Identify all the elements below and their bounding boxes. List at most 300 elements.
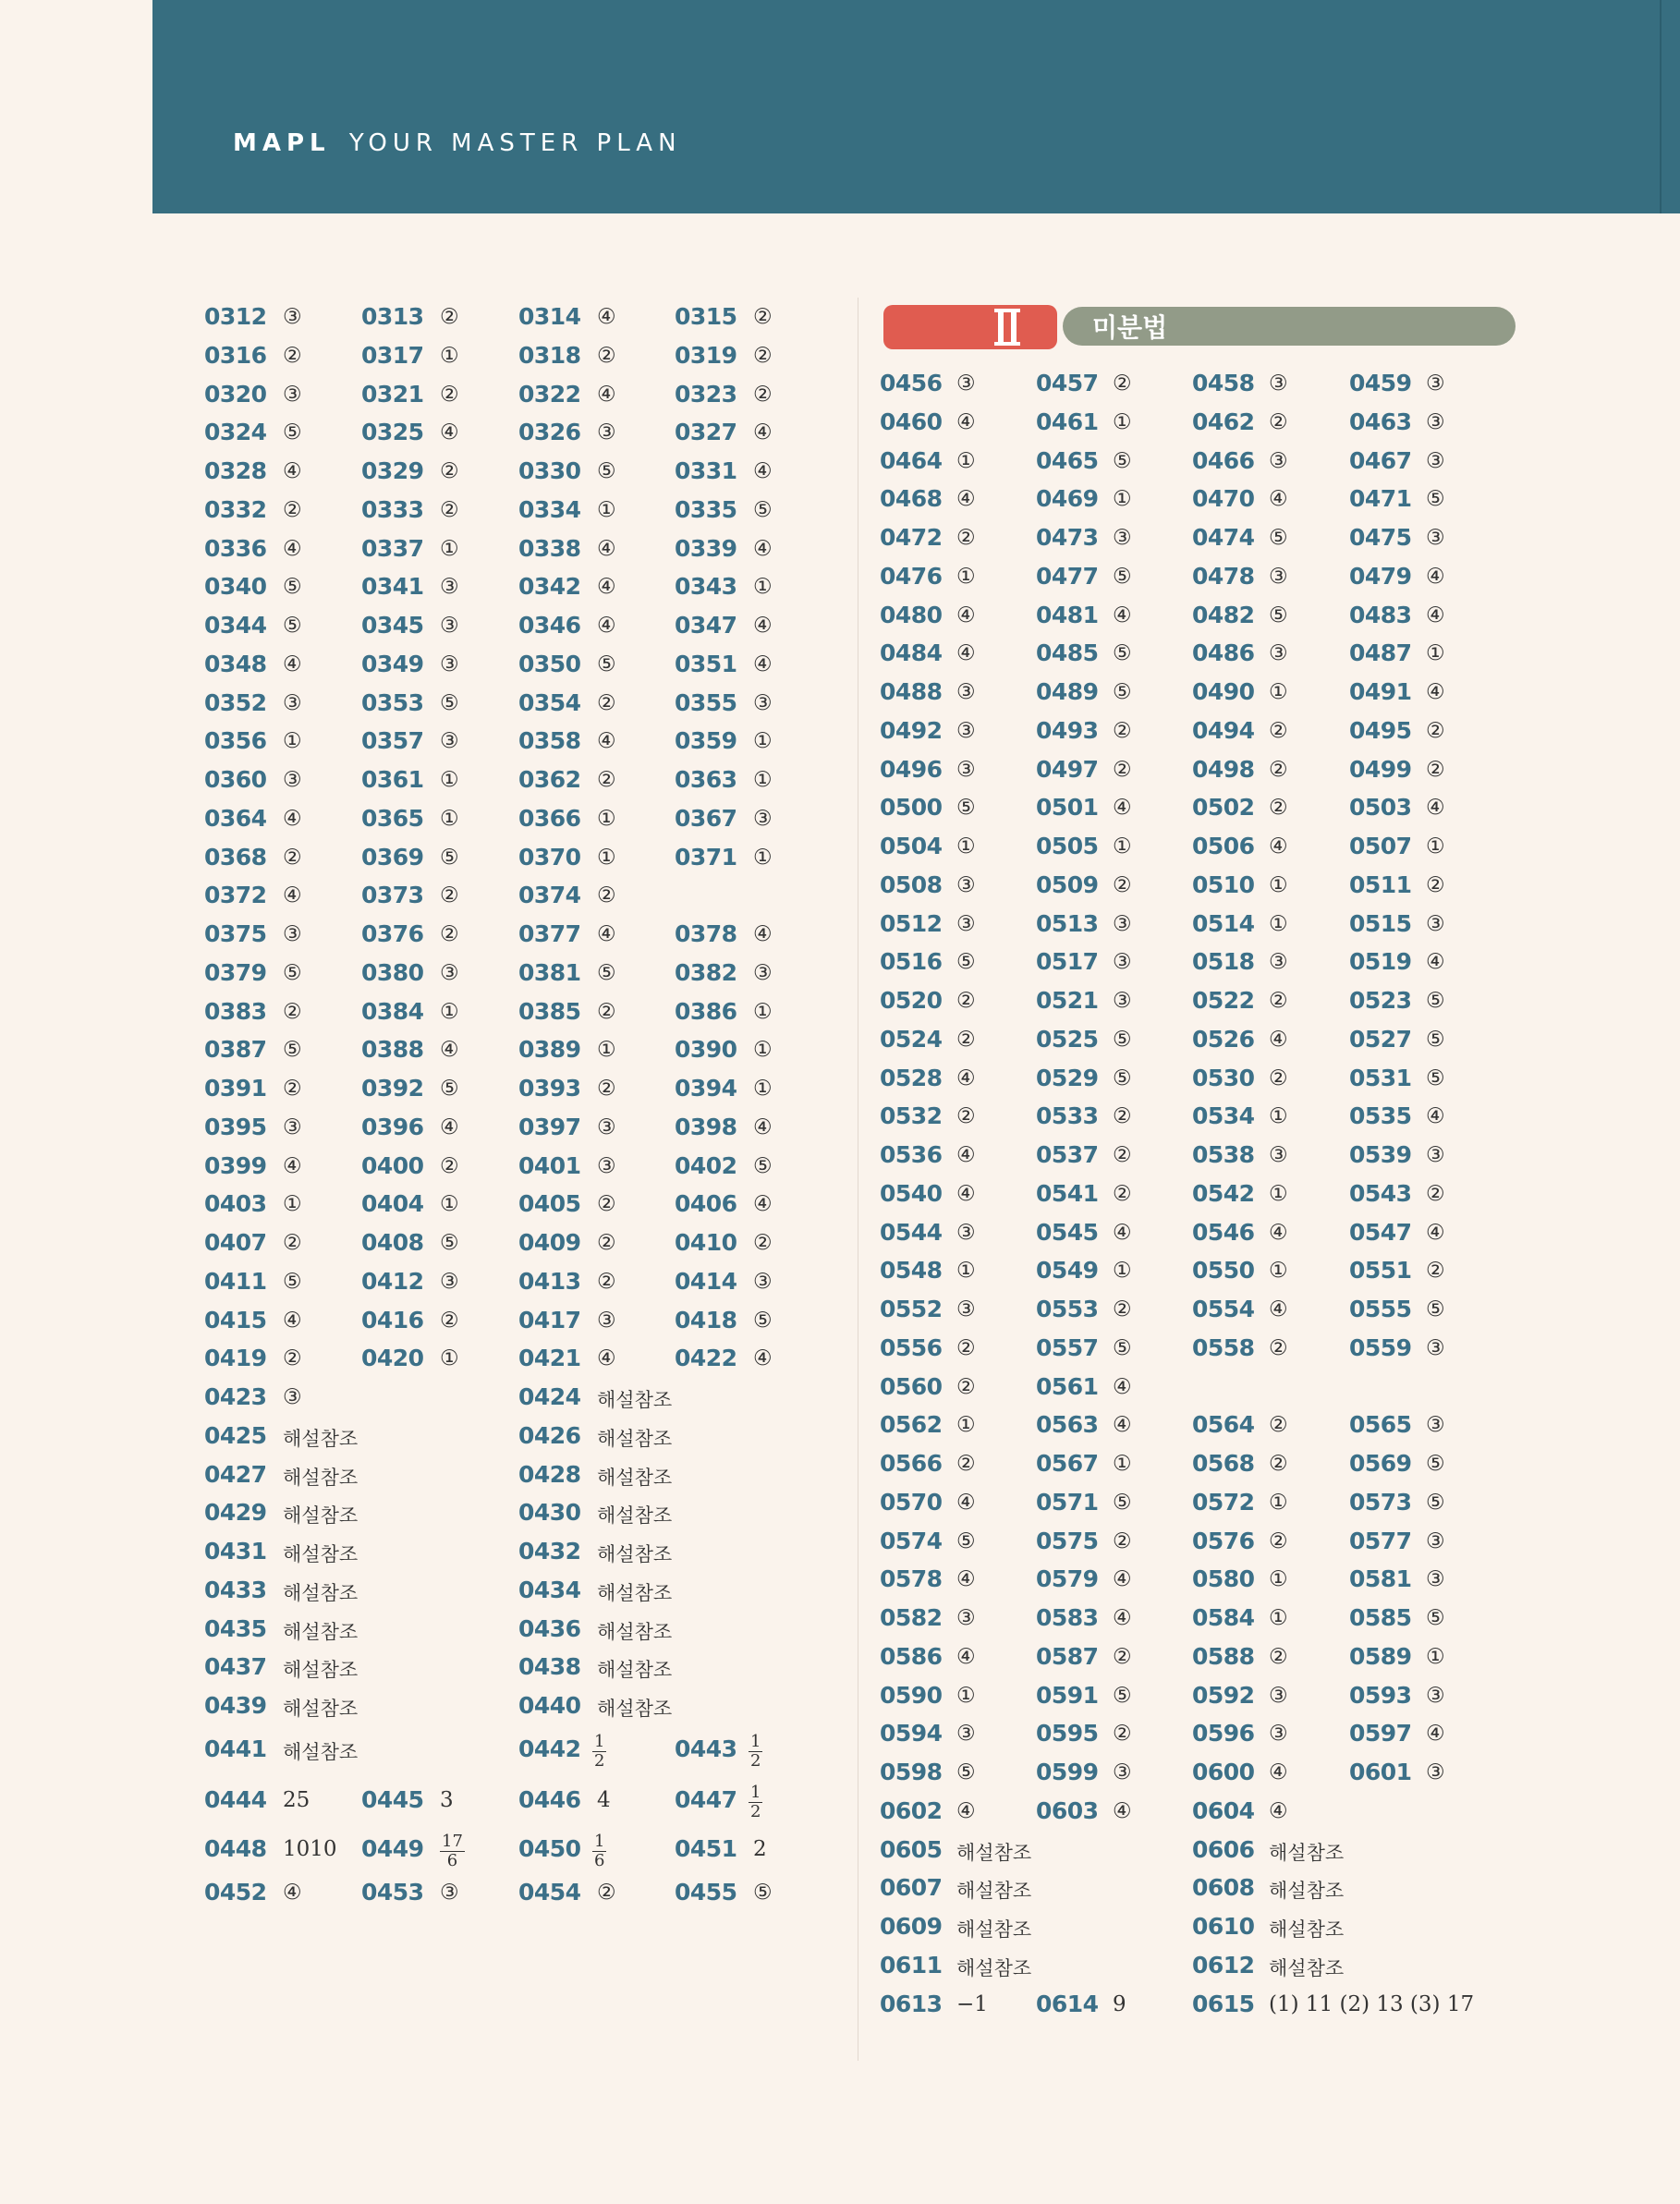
answer-choice: ③ [440, 960, 459, 985]
answer-choice: ④ [283, 1308, 302, 1333]
problem-number: 0602 [880, 1796, 943, 1824]
answer-choice: ④ [1426, 1104, 1445, 1129]
problem-number: 0575 [1036, 1527, 1099, 1554]
answer-choice: ⑤ [283, 614, 302, 638]
chapter-title: 미분법 [1092, 312, 1168, 343]
problem-number: 0500 [880, 794, 943, 822]
problem-number: 0533 [1036, 1102, 1099, 1130]
answer-choice: ⑤ [1426, 989, 1445, 1013]
problem-number: 0583 [1036, 1604, 1099, 1631]
problem-number: 0395 [204, 1113, 267, 1140]
answer-choice: ④ [283, 459, 302, 483]
problem-number: 0493 [1036, 716, 1099, 744]
answer-choice: ⑤ [283, 420, 302, 445]
answer-choice: ⑤ [753, 1881, 773, 1905]
header-edge-rule [1660, 0, 1662, 213]
problem-number: 0459 [1349, 370, 1412, 396]
answer-choice: ④ [753, 614, 773, 638]
problem-number: 0414 [675, 1267, 737, 1295]
answer-choice: ③ [1113, 1760, 1132, 1784]
problem-number: 0420 [361, 1345, 424, 1372]
problem-number: 0611 [880, 1951, 943, 1979]
problem-number: 0340 [204, 573, 267, 601]
answer-choice: ④ [753, 651, 773, 676]
problem-number: 0539 [1349, 1141, 1412, 1168]
problem-number: 0469 [1036, 485, 1099, 513]
problem-number: 0489 [1036, 678, 1099, 705]
problem-number: 0455 [675, 1879, 737, 1906]
answer-choice: ④ [283, 536, 302, 561]
problem-number: 0502 [1192, 794, 1255, 822]
answer-choice: ⑤ [1426, 1452, 1445, 1476]
problem-number: 0542 [1192, 1179, 1255, 1207]
problem-number: 0365 [361, 804, 424, 832]
answer-choice: ③ [956, 1606, 976, 1630]
problem-number: 0429 [204, 1499, 267, 1527]
answer-choice: ① [956, 564, 976, 589]
answer-choice: ② [1113, 1181, 1132, 1206]
answer-choice: ③ [1113, 950, 1132, 975]
problem-number: 0599 [1036, 1759, 1099, 1785]
problem-number: 0416 [361, 1306, 424, 1333]
problem-number: 0391 [204, 1075, 267, 1102]
answer-choice: ④ [1113, 1374, 1132, 1399]
problem-number: 0338 [518, 534, 581, 562]
problem-number: 0532 [880, 1102, 943, 1130]
problem-number: 0428 [518, 1460, 581, 1488]
answer-choice: ① [1269, 1181, 1288, 1206]
problem-number: 0506 [1192, 833, 1255, 859]
answer-choice: ① [597, 1038, 616, 1063]
problem-number: 0312 [204, 303, 267, 330]
answer-choice: ⑤ [1269, 526, 1288, 550]
problem-number: 0540 [880, 1179, 943, 1207]
answer-choice: ① [1269, 872, 1288, 897]
problem-number: 0534 [1192, 1102, 1255, 1130]
problem-number: 0477 [1036, 562, 1099, 590]
problem-number: 0536 [880, 1141, 943, 1168]
problem-number: 0434 [518, 1576, 581, 1603]
problem-number: 0604 [1192, 1796, 1255, 1824]
problem-number: 0526 [1192, 1025, 1255, 1053]
problem-number: 0561 [1036, 1372, 1099, 1400]
problem-number: 0603 [1036, 1796, 1099, 1824]
answer-choice: ⑤ [956, 1760, 976, 1784]
problem-number: 0596 [1192, 1720, 1255, 1747]
answer-choice: ④ [956, 1065, 976, 1090]
problem-number: 0487 [1349, 639, 1412, 667]
problem-number: 0397 [518, 1113, 581, 1140]
answer-choice: ① [440, 806, 459, 831]
answer-choice: ③ [956, 680, 976, 704]
answer-choice: ④ [283, 1153, 302, 1178]
answer-choice: ② [1113, 1297, 1132, 1321]
problem-number: 0582 [880, 1604, 943, 1631]
problem-number: 0333 [361, 495, 424, 523]
fraction-numerator: 1 [750, 1732, 761, 1751]
answer-choice: ③ [1426, 448, 1445, 473]
problem-number: 0495 [1349, 716, 1412, 744]
answer-choice: ① [753, 575, 773, 600]
answer-fraction [592, 1733, 606, 1771]
problem-number: 0366 [518, 804, 581, 832]
problem-number: 0522 [1192, 987, 1255, 1014]
problem-number: 0598 [880, 1759, 943, 1785]
answer-choice: ② [1113, 371, 1132, 396]
answer-choice: ⑤ [1113, 1065, 1132, 1090]
problem-number: 0595 [1036, 1720, 1099, 1747]
problem-number: 0342 [518, 573, 581, 601]
problem-number: 0581 [1349, 1565, 1412, 1593]
problem-number: 0452 [204, 1879, 267, 1906]
answer-choice: ③ [1269, 641, 1288, 666]
problem-number: 0400 [361, 1151, 424, 1179]
problem-number: 0541 [1036, 1179, 1099, 1207]
problem-number: 0528 [880, 1064, 943, 1091]
problem-number: 0445 [361, 1786, 424, 1813]
answer-choice: ① [440, 1346, 459, 1371]
answer-choice: ③ [1426, 1335, 1445, 1360]
problem-number: 0384 [361, 997, 424, 1025]
answer-choice: ⑤ [1426, 1027, 1445, 1052]
problem-number: 0351 [675, 650, 737, 677]
problem-number: 0418 [675, 1306, 737, 1333]
problem-number: 0411 [204, 1267, 267, 1295]
answer-choice: ④ [597, 922, 616, 946]
problem-number: 0439 [204, 1692, 267, 1719]
fraction-denominator: 6 [446, 1851, 458, 1870]
problem-number: 0404 [361, 1190, 424, 1218]
answer-see-solution: 해설참조 [283, 1620, 359, 1643]
answer-choice: ③ [753, 806, 773, 831]
answer-choice: ② [1426, 1181, 1445, 1206]
answer-choice: ⑤ [753, 1308, 773, 1333]
problem-number: 0482 [1192, 601, 1255, 628]
answer-choice: ⑤ [1113, 680, 1132, 704]
answer-choice: ⑤ [956, 950, 976, 975]
problem-number: 0511 [1349, 871, 1412, 898]
answer-choice: ⑤ [1113, 564, 1132, 589]
problem-number: 0462 [1192, 408, 1255, 435]
answer-choice: ③ [1113, 989, 1132, 1013]
problem-number: 0337 [361, 534, 424, 562]
problem-number: 0527 [1349, 1025, 1412, 1053]
answer-choice: ① [1113, 487, 1132, 512]
problem-number: 0456 [880, 370, 943, 396]
problem-number: 0435 [204, 1614, 267, 1642]
problem-number: 0498 [1192, 755, 1255, 783]
problem-number: 0615 [1192, 1990, 1255, 2017]
problem-number: 0478 [1192, 562, 1255, 590]
problem-number: 0359 [675, 727, 737, 755]
answer-choice: ① [1113, 834, 1132, 858]
problem-number: 0316 [204, 341, 267, 369]
problem-number: 0390 [675, 1036, 737, 1064]
answer-choice: ③ [753, 690, 773, 715]
answer-choice: ⑤ [956, 1528, 976, 1553]
answer-choice: ③ [753, 1269, 773, 1294]
answer-see-solution: 해설참조 [597, 1543, 673, 1565]
problem-number: 0548 [880, 1257, 943, 1285]
answer-choice: ② [1113, 1104, 1132, 1129]
fraction-denominator: 2 [750, 1751, 761, 1771]
problem-number: 0363 [675, 766, 737, 793]
answer-choice: ⑤ [1426, 1297, 1445, 1321]
problem-number: 0371 [675, 843, 737, 871]
answer-choice: ① [1113, 1259, 1132, 1284]
problem-number: 0450 [518, 1835, 581, 1862]
answer-choice: ④ [1426, 680, 1445, 704]
problem-number: 0513 [1036, 909, 1099, 937]
answer-choice: ④ [753, 922, 773, 946]
problem-number: 0467 [1349, 446, 1412, 474]
problem-number: 0457 [1036, 370, 1099, 396]
answer-choice: ⑤ [597, 459, 616, 483]
problem-number: 0555 [1349, 1296, 1412, 1322]
problem-number: 0453 [361, 1879, 424, 1906]
problem-number: 0461 [1036, 408, 1099, 435]
answer-choice: ② [1269, 409, 1288, 434]
problem-number: 0409 [518, 1229, 581, 1256]
answer-fraction [749, 1784, 762, 1821]
problem-number: 0531 [1349, 1064, 1412, 1091]
answer-choice: ② [283, 343, 302, 368]
problem-number: 0328 [204, 457, 267, 484]
problem-number: 0501 [1036, 794, 1099, 822]
problem-number: 0523 [1349, 987, 1412, 1014]
problem-number: 0550 [1192, 1257, 1255, 1285]
answer-see-solution: 해설참조 [597, 1698, 673, 1720]
answer-choice: ② [956, 1374, 976, 1399]
answer-choice: ④ [597, 614, 616, 638]
answer-choice: ④ [753, 536, 773, 561]
problem-number: 0525 [1036, 1025, 1099, 1053]
problem-number: 0594 [880, 1720, 943, 1747]
problem-number: 0578 [880, 1565, 943, 1593]
problem-number: 0444 [204, 1786, 267, 1813]
answer-choice: ⑤ [1113, 1683, 1132, 1708]
problem-number: 0614 [1036, 1990, 1099, 2017]
answer-choice: ③ [1269, 1143, 1288, 1167]
answer-choice: ⑤ [1113, 641, 1132, 666]
problem-number: 0348 [204, 650, 267, 677]
problem-number: 0610 [1192, 1913, 1255, 1940]
problem-number: 0426 [518, 1421, 581, 1449]
problem-number: 0407 [204, 1229, 267, 1256]
problem-number: 0517 [1036, 948, 1099, 976]
problem-number: 0588 [1192, 1642, 1255, 1670]
answer-choice: ② [1113, 1722, 1132, 1747]
problem-number: 0401 [518, 1151, 581, 1179]
answer-choice: ③ [597, 1308, 616, 1333]
answer-choice: ⑤ [753, 497, 773, 522]
answer-choice: ② [1426, 757, 1445, 782]
problem-number: 0425 [204, 1421, 267, 1449]
answer-see-solution: 해설참조 [956, 1918, 1032, 1941]
problem-number: 0567 [1036, 1450, 1099, 1477]
answer-choice: ② [1269, 1528, 1288, 1553]
answer-choice: ⑤ [283, 575, 302, 600]
problem-number: 0607 [880, 1874, 943, 1902]
problem-number: 0332 [204, 495, 267, 523]
answer-choice: ③ [283, 1114, 302, 1139]
problem-number: 0580 [1192, 1565, 1255, 1593]
problem-number: 0356 [204, 727, 267, 755]
problem-number: 0331 [675, 457, 737, 484]
problem-number: 0508 [880, 871, 943, 898]
problem-number: 0572 [1192, 1488, 1255, 1516]
answer-fraction [440, 1833, 465, 1870]
problem-number: 0529 [1036, 1064, 1099, 1091]
problem-number: 0554 [1192, 1296, 1255, 1322]
answer-choice: ② [1426, 872, 1445, 897]
answer-choice: ② [597, 883, 616, 908]
answer-choice: ① [753, 768, 773, 792]
answer-choice: ⑤ [1113, 1490, 1132, 1515]
answer-choice: ④ [283, 651, 302, 676]
problem-number: 0446 [518, 1786, 581, 1813]
answer-choice: ② [283, 497, 302, 522]
answer-choice: ① [440, 768, 459, 792]
answer-choice: ④ [1269, 487, 1288, 512]
problem-number: 0503 [1349, 794, 1412, 822]
problem-number: 0475 [1349, 524, 1412, 551]
answer-choice: ③ [440, 651, 459, 676]
answer-value: 9 [1113, 1991, 1126, 2016]
answer-choice: ② [283, 1231, 302, 1255]
brand-tagline: YOUR MASTER PLAN [348, 129, 682, 157]
answer-choice: ④ [753, 1346, 773, 1371]
answer-choice: ⑤ [1426, 1490, 1445, 1515]
problem-number: 0474 [1192, 524, 1255, 551]
problem-number: 0510 [1192, 871, 1255, 898]
answer-see-solution: 해설참조 [956, 1880, 1032, 1903]
answer-choice: ④ [1426, 564, 1445, 589]
problem-number: 0369 [361, 843, 424, 871]
problem-number: 0464 [880, 446, 943, 474]
answer-choice: ④ [1426, 1722, 1445, 1747]
problem-number: 0314 [518, 303, 581, 330]
answer-choice: ② [1113, 1644, 1132, 1669]
problem-number: 0431 [204, 1538, 267, 1565]
answer-choice: ② [440, 459, 459, 483]
answer-choice: ④ [1426, 1220, 1445, 1245]
chapter-badge [883, 305, 1057, 349]
answer-choice: ② [1269, 1335, 1288, 1360]
problem-number: 0470 [1192, 485, 1255, 513]
problem-number: 0518 [1192, 948, 1255, 976]
problem-number: 0538 [1192, 1141, 1255, 1168]
problem-number: 0394 [675, 1075, 737, 1102]
answer-choice: ④ [1113, 1798, 1132, 1823]
problem-number: 0553 [1036, 1296, 1099, 1322]
problem-number: 0568 [1192, 1450, 1255, 1477]
answer-choice: ② [440, 922, 459, 946]
answer-see-solution: 해설참조 [1269, 1918, 1345, 1941]
problem-number: 0449 [361, 1835, 424, 1862]
problem-number: 0559 [1349, 1333, 1412, 1361]
answer-choice: ② [597, 1077, 616, 1101]
answer-choice: ⑤ [440, 1231, 459, 1255]
answer-choice: ④ [440, 1114, 459, 1139]
problem-number: 0357 [361, 727, 424, 755]
answer-choice: ④ [597, 382, 616, 407]
problem-number: 0543 [1349, 1179, 1412, 1207]
answer-choice: ② [1113, 1143, 1132, 1167]
problem-number: 0436 [518, 1614, 581, 1642]
problem-number: 0389 [518, 1036, 581, 1064]
answer-choice: ② [597, 1881, 616, 1905]
answer-choice: ④ [1269, 1297, 1288, 1321]
answer-choice: ① [283, 1192, 302, 1217]
fraction-denominator: 2 [594, 1751, 605, 1771]
answer-choice: ⑤ [1426, 1606, 1445, 1630]
answer-choice: ① [1426, 641, 1445, 666]
problem-number: 0488 [880, 678, 943, 705]
problem-number: 0430 [518, 1499, 581, 1527]
problem-number: 0330 [518, 457, 581, 484]
answer-choice: ① [1269, 1104, 1288, 1129]
problem-number: 0438 [518, 1653, 581, 1681]
answer-see-solution: 해설참조 [597, 1389, 673, 1411]
problem-number: 0546 [1192, 1218, 1255, 1246]
answer-choice: ① [1269, 1567, 1288, 1592]
problem-number: 0476 [880, 562, 943, 590]
answer-choice: ② [597, 768, 616, 792]
answer-choice: ③ [440, 1269, 459, 1294]
answer-choice: ③ [283, 382, 302, 407]
answer-choice: ④ [597, 305, 616, 329]
problem-number: 0480 [880, 601, 943, 628]
problem-number: 0584 [1192, 1604, 1255, 1631]
answer-choice: ② [283, 1077, 302, 1101]
problem-number: 0492 [880, 716, 943, 744]
answer-choice: ② [956, 989, 976, 1013]
answer-choice: ② [753, 343, 773, 368]
problem-number: 0386 [675, 997, 737, 1025]
answer-choice: ② [753, 382, 773, 407]
problem-number: 0417 [518, 1306, 581, 1333]
answer-choice: ③ [1426, 911, 1445, 936]
problem-number: 0608 [1192, 1874, 1255, 1902]
answer-choice: ④ [956, 1567, 976, 1592]
problem-number: 0387 [204, 1036, 267, 1064]
answer-choice: ③ [283, 922, 302, 946]
answer-choice: ① [956, 1259, 976, 1284]
problem-number: 0402 [675, 1151, 737, 1179]
answer-choice: ② [1426, 718, 1445, 743]
problem-number: 0321 [361, 380, 424, 408]
answer-choice: ③ [1426, 1528, 1445, 1553]
problem-number: 0569 [1349, 1450, 1412, 1477]
problem-number: 0327 [675, 419, 737, 446]
problem-number: 0374 [518, 882, 581, 909]
answer-choice: ③ [1426, 1143, 1445, 1167]
answer-choice: ④ [956, 641, 976, 666]
problem-number: 0406 [675, 1190, 737, 1218]
problem-number: 0535 [1349, 1102, 1412, 1130]
answer-choice: ② [956, 1335, 976, 1360]
problem-number: 0403 [204, 1190, 267, 1218]
problem-number: 0499 [1349, 755, 1412, 783]
problem-number: 0507 [1349, 833, 1412, 859]
problem-number: 0372 [204, 882, 267, 909]
answer-choice: ③ [956, 911, 976, 936]
answer-choice: ① [753, 1038, 773, 1063]
problem-number: 0579 [1036, 1565, 1099, 1593]
problem-number: 0345 [361, 612, 424, 639]
answer-choice: ④ [1426, 796, 1445, 821]
